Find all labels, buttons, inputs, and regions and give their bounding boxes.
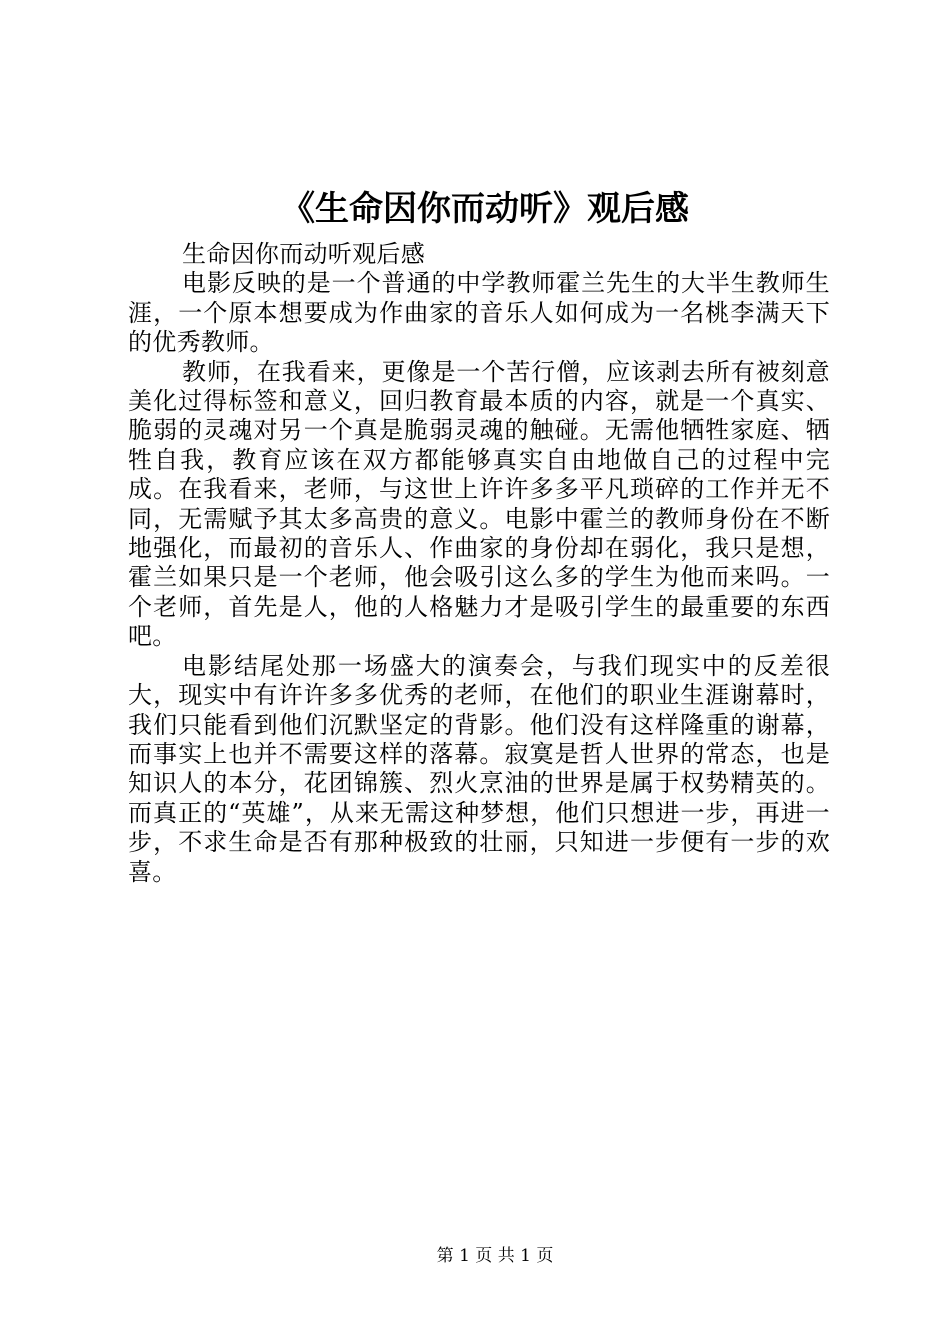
document-body	[128, 240, 830, 887]
paragraph-subtitle: 生命因你而动听观后感	[182, 240, 425, 268]
paragraph-3: 电影结尾处那一场盛大的演奏会，与我们现实中的反差很大，现实中有许许多多优秀的老师，在他们的职业生涯谢幕时，我们只能看到他们沉默坚定的背影。他们没有这样隆重的谢幕，而事实上也并不需要这样的落幕。寂寞是哲人世界的常态，也是知识人的本分，花团锦簇、烈火烹油的世界是属于权势精英的。而真正的“英雄”，从来无需这种梦想，他们只想进一步，再进一步，不求生命是否有那种极致的壮丽，只知进一步便有一步的欢喜。	[128, 651, 830, 886]
document-title: 《生命因你而动听》观后感	[281, 189, 689, 229]
paragraph-1: 电影反映的是一个普通的中学教师霍兰先生的大半生教师生涯，一个原本想要成为作曲家的音乐人如何成为一名桃李满天下的优秀教师。	[128, 269, 830, 357]
paragraph-2: 教师，在我看来，更像是一个苦行僧，应该剥去所有被刻意美化过得标签和意义，回归教育最本质的内容，就是一个真实、脆弱的灵魂对另一个真是脆弱灵魂的触碰。无需他牺牲家庭、牺牲自我，教育应该在双方都能够真实自由地做自己的过程中完成。在我看来，老师，与这世上许许多多平凡琐碎的工作并无不同，无需赋予其太多高贵的意义。电影中霍兰的教师身份在不断地强化，而最初的音乐人、作曲家的身份却在弱化，我只是想，霍兰如果只是一个老师，他会吸引这么多的学生为他而来吗。一个老师，首先是人，他的人格魅力才是吸引学生的最重要的东西吧。	[128, 357, 830, 651]
page-number-footer: 第 1 页 共 1 页	[436, 1246, 554, 1266]
